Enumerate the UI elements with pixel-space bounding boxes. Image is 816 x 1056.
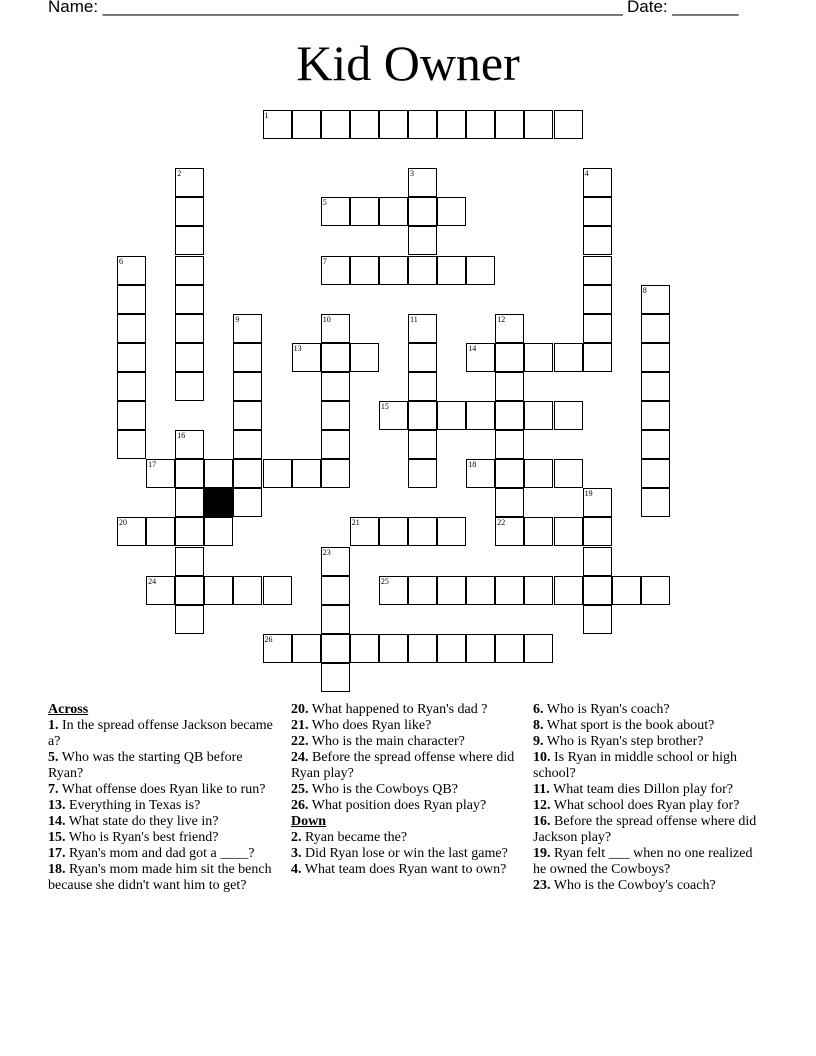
crossword-cell[interactable]	[641, 430, 670, 459]
crossword-cell[interactable]	[175, 197, 204, 226]
down-clue-list	[291, 830, 516, 878]
crossword-cell[interactable]	[175, 226, 204, 255]
clue-number: 15	[380, 402, 389, 411]
clues-column-2	[291, 702, 516, 878]
clue-text: Who is the main character?	[308, 734, 465, 749]
clue-number: 15.	[48, 830, 66, 845]
crossword-cell[interactable]	[204, 576, 233, 605]
clue-item	[291, 782, 516, 798]
crossword-cell[interactable]	[641, 488, 670, 517]
crossword-cell[interactable]	[583, 576, 612, 605]
crossword-cell[interactable]	[641, 343, 670, 372]
clue-number: 2	[177, 169, 182, 179]
crossword-cell[interactable]	[117, 372, 146, 401]
crossword-cell[interactable]	[437, 197, 466, 226]
crossword-cell[interactable]	[146, 517, 175, 546]
clue-number: 1	[264, 111, 269, 120]
crossword-cell[interactable]	[495, 372, 524, 401]
clue-text: Is Ryan in middle school or high school?	[533, 750, 737, 781]
crossword-cell[interactable]	[350, 343, 379, 372]
clue-number: 12.	[533, 798, 551, 813]
crossword-cell[interactable]	[117, 517, 146, 546]
clue-number: 21	[351, 518, 360, 528]
crossword-cell[interactable]	[495, 576, 524, 605]
crossword-cell[interactable]	[117, 285, 146, 314]
clue-item	[533, 734, 758, 750]
crossword-cell[interactable]	[437, 576, 466, 605]
clue-number: 25.	[291, 782, 309, 797]
clue-number: 23	[322, 547, 331, 557]
crossword-cell[interactable]	[408, 430, 437, 459]
clue-number: 16	[177, 431, 186, 441]
crossword-cell[interactable]	[583, 197, 612, 226]
crossword-cell[interactable]	[263, 110, 292, 139]
clue-number: 17	[148, 460, 157, 470]
clue-text: What position does Ryan play?	[308, 798, 487, 813]
clue-item	[533, 846, 758, 878]
clue-item	[533, 718, 758, 734]
crossword-cell[interactable]	[554, 459, 583, 488]
crossword-cell[interactable]	[175, 314, 204, 343]
crossword-cell[interactable]	[175, 168, 204, 197]
clue-text: Before the spread offense where did Jackson play?	[533, 814, 757, 845]
crossword-cell[interactable]	[583, 168, 612, 197]
clue-number: 21.	[291, 718, 309, 733]
crossword-cell[interactable]	[379, 576, 408, 605]
clue-number: 19	[584, 489, 593, 499]
crossword-cell[interactable]	[321, 110, 350, 139]
crossword-cell[interactable]	[175, 517, 204, 546]
clue-number: 9	[235, 314, 240, 324]
clue-number: 22	[497, 518, 506, 528]
crossword-cell[interactable]	[466, 343, 495, 372]
clue-number: 20	[119, 518, 127, 528]
clues-column-3	[533, 702, 758, 894]
crossword-cell[interactable]	[437, 634, 466, 663]
crossword-cell[interactable]	[175, 285, 204, 314]
clue-text: Everything in Texas is?	[65, 798, 201, 813]
crossword-cell[interactable]	[350, 517, 379, 546]
clue-number: 4	[584, 169, 589, 179]
crossword-cell[interactable]	[175, 488, 204, 517]
clue-number: 16.	[533, 814, 551, 829]
crossword-cell[interactable]	[321, 663, 350, 692]
crossword-cell[interactable]	[495, 343, 524, 372]
crossword-cell[interactable]	[524, 517, 553, 546]
crossword-cell[interactable]	[408, 517, 437, 546]
crossword-cell[interactable]	[233, 488, 262, 517]
crossword-cell[interactable]	[583, 226, 612, 255]
clue-number: 11	[410, 314, 418, 324]
clue-number: 8	[642, 285, 647, 295]
clue-text: What school does Ryan play for?	[550, 798, 740, 813]
clue-item	[48, 750, 273, 782]
crossword-cell[interactable]	[146, 459, 175, 488]
crossword-cell[interactable]	[175, 605, 204, 634]
clue-text: Who is Ryan's best friend?	[65, 830, 219, 845]
crossword-cell[interactable]	[495, 517, 524, 546]
crossword-cell[interactable]	[175, 430, 204, 459]
crossword-cell[interactable]	[495, 110, 524, 139]
across-heading: Across	[48, 702, 89, 717]
clue-text: Who is Ryan's step brother?	[543, 734, 704, 749]
crossword-cell[interactable]	[466, 634, 495, 663]
crossword-cell[interactable]	[524, 401, 553, 430]
clue-item	[48, 798, 273, 814]
clue-number: 7.	[48, 782, 59, 797]
crossword-cell[interactable]	[233, 372, 262, 401]
clue-item	[48, 846, 273, 862]
clue-number: 22.	[291, 734, 309, 749]
crossword-cell[interactable]	[379, 517, 408, 546]
crossword-cell[interactable]	[379, 110, 408, 139]
crossword-cell[interactable]	[554, 110, 583, 139]
clue-item	[48, 718, 273, 750]
clue-item	[291, 702, 516, 718]
crossword-cell[interactable]	[583, 343, 612, 372]
clue-text: Before the spread offense where did Ryan play?	[291, 750, 515, 781]
crossword-cell[interactable]	[612, 576, 641, 605]
clue-number: 12	[497, 314, 506, 324]
clue-number: 5.	[48, 750, 59, 765]
clue-number: 8.	[533, 718, 544, 733]
crossword-cell[interactable]	[466, 110, 495, 139]
crossword-cell[interactable]	[408, 110, 437, 139]
across-clue-list	[48, 718, 273, 894]
crossword-cell[interactable]	[641, 314, 670, 343]
clue-number: 19.	[533, 846, 551, 861]
crossword-cell[interactable]	[408, 343, 437, 372]
down-heading: Down	[291, 814, 327, 829]
crossword-cell[interactable]	[641, 372, 670, 401]
crossword-cell[interactable]	[583, 517, 612, 546]
clue-item	[291, 718, 516, 734]
clue-number: 7	[322, 256, 327, 266]
crossword-cell[interactable]	[117, 401, 146, 430]
clue-item	[48, 814, 273, 830]
crossword-cell[interactable]	[263, 459, 292, 488]
crossword-cell[interactable]	[408, 634, 437, 663]
crossword-cell[interactable]	[350, 634, 379, 663]
puzzle-title: Kid Owner	[296, 35, 520, 91]
name-field-label: Name: _______________________________________________________	[48, 0, 623, 16]
clue-text: What offense does Ryan like to run?	[58, 782, 266, 797]
crossword-cell[interactable]	[408, 401, 437, 430]
crossword-cell[interactable]	[583, 314, 612, 343]
crossword-cell[interactable]	[495, 488, 524, 517]
crossword-cell[interactable]	[350, 110, 379, 139]
crossword-cell[interactable]	[292, 110, 321, 139]
clue-number: 14.	[48, 814, 66, 829]
crossword-cell[interactable]	[641, 459, 670, 488]
crossword-cell[interactable]	[379, 401, 408, 430]
clue-number: 18.	[48, 862, 66, 877]
crossword-cell[interactable]	[175, 372, 204, 401]
clue-text: Ryan became the?	[301, 830, 408, 845]
clue-number: 24	[148, 576, 157, 586]
crossword-cell[interactable]	[524, 343, 553, 372]
crossword-cell[interactable]	[292, 634, 321, 663]
clue-number: 13.	[48, 798, 66, 813]
clue-text: Did Ryan lose or win the last game?	[301, 846, 508, 861]
clue-text: Who is Ryan's coach?	[543, 702, 670, 717]
crossword-cell[interactable]	[554, 576, 583, 605]
crossword-cell[interactable]	[233, 576, 262, 605]
clue-item	[533, 782, 758, 798]
crossword-cell[interactable]	[466, 401, 495, 430]
clue-item	[48, 782, 273, 798]
clue-item	[48, 830, 273, 846]
crossword-cell[interactable]	[379, 256, 408, 285]
crossword-cell[interactable]	[321, 576, 350, 605]
crossword-cell[interactable]	[583, 547, 612, 576]
crossword-cell[interactable]	[321, 459, 350, 488]
clue-number: 18	[468, 460, 477, 470]
crossword-cell[interactable]	[233, 314, 262, 343]
crossword-cell[interactable]	[117, 256, 146, 285]
clue-item	[291, 750, 516, 782]
clue-text: In the spread offense Jackson became a?	[48, 718, 273, 749]
crossword-cell[interactable]	[524, 634, 553, 663]
clue-text: What sport is the book about?	[543, 718, 715, 733]
clue-number: 3.	[291, 846, 302, 861]
crossword-cell[interactable]	[524, 459, 553, 488]
crossword-cell[interactable]	[233, 430, 262, 459]
crossword-cell[interactable]	[175, 576, 204, 605]
clue-item	[291, 798, 516, 814]
across-clue-list-continued	[291, 702, 516, 814]
crossword-cell[interactable]	[204, 459, 233, 488]
crossword-cell[interactable]	[350, 256, 379, 285]
crossword-cell[interactable]	[204, 517, 233, 546]
crossword-cell[interactable]	[408, 372, 437, 401]
crossword-cell[interactable]	[554, 401, 583, 430]
clue-number: 17.	[48, 846, 66, 861]
clue-text: Who was the starting QB before Ryan?	[48, 750, 243, 781]
crossword-cell[interactable]	[495, 401, 524, 430]
clue-item	[291, 734, 516, 750]
crossword-cell[interactable]	[263, 634, 292, 663]
clue-number: 9.	[533, 734, 544, 749]
crossword-cell[interactable]	[350, 197, 379, 226]
clue-text: Who is the Cowboys QB?	[308, 782, 458, 797]
crossword-cell[interactable]	[437, 401, 466, 430]
clue-item	[533, 878, 758, 894]
clue-item	[533, 814, 758, 846]
crossword-cell[interactable]	[524, 576, 553, 605]
crossword-cell[interactable]	[583, 285, 612, 314]
crossword-cell[interactable]	[263, 576, 292, 605]
crossword-cell[interactable]	[233, 401, 262, 430]
crossword-cell[interactable]	[437, 517, 466, 546]
clue-item	[533, 798, 758, 814]
crossword-cell[interactable]	[408, 197, 437, 226]
crossword-cell[interactable]	[408, 226, 437, 255]
clue-number: 20.	[291, 702, 309, 717]
crossword-cell[interactable]	[641, 285, 670, 314]
crossword-cell[interactable]	[321, 343, 350, 372]
crossword-cell[interactable]	[495, 430, 524, 459]
clue-item	[533, 702, 758, 718]
crossword-black-cell	[204, 488, 233, 517]
clue-text: Ryan's mom and dad got a ____?	[65, 846, 255, 861]
down-clue-list-continued	[533, 702, 758, 894]
crossword-cell[interactable]	[437, 110, 466, 139]
crossword-cell[interactable]	[117, 343, 146, 372]
clue-number: 11.	[533, 782, 550, 797]
crossword-cell[interactable]	[554, 517, 583, 546]
clue-text: What team does Ryan want to own?	[301, 862, 507, 877]
clue-number: 6.	[533, 702, 544, 717]
clue-number: 2.	[291, 830, 302, 845]
crossword-cell[interactable]	[466, 256, 495, 285]
crossword-cell[interactable]	[583, 605, 612, 634]
crossword-cell[interactable]	[408, 168, 437, 197]
clue-number: 23.	[533, 878, 551, 893]
clue-number: 4.	[291, 862, 302, 877]
crossword-cell[interactable]	[233, 343, 262, 372]
crossword-cell[interactable]	[495, 314, 524, 343]
crossword-cell[interactable]	[641, 401, 670, 430]
crossword-cell[interactable]	[321, 372, 350, 401]
clue-number: 13	[293, 343, 302, 353]
crossword-cell[interactable]	[117, 314, 146, 343]
crossword-cell[interactable]	[321, 197, 350, 226]
clue-item	[533, 750, 758, 782]
clue-item	[48, 862, 273, 894]
clue-number: 26	[264, 634, 273, 644]
clue-text: What team dies Dillon play for?	[549, 782, 733, 797]
crossword-cell[interactable]	[466, 576, 495, 605]
crossword-cell[interactable]	[175, 547, 204, 576]
crossword-cell[interactable]	[437, 256, 466, 285]
crossword-cell[interactable]	[379, 634, 408, 663]
crossword-cell[interactable]	[321, 634, 350, 663]
clue-item	[291, 830, 516, 846]
crossword-cell[interactable]	[292, 459, 321, 488]
crossword-cell[interactable]	[175, 256, 204, 285]
clue-number: 5	[322, 198, 327, 208]
clue-number: 3	[410, 169, 414, 179]
crossword-cell[interactable]	[175, 343, 204, 372]
crossword-cell[interactable]	[583, 256, 612, 285]
crossword-cell[interactable]	[408, 314, 437, 343]
crossword-cell[interactable]	[379, 197, 408, 226]
crossword-cell[interactable]	[408, 256, 437, 285]
clue-text: Who is the Cowboy's coach?	[550, 878, 716, 893]
clue-number: 10.	[533, 750, 551, 765]
crossword-cell[interactable]	[495, 459, 524, 488]
clue-text: Who does Ryan like?	[308, 718, 432, 733]
crossword-cell[interactable]	[321, 314, 350, 343]
clue-text: What state do they live in?	[65, 814, 219, 829]
crossword-cell[interactable]	[554, 343, 583, 372]
crossword-cell[interactable]	[408, 576, 437, 605]
crossword-cell[interactable]	[466, 459, 495, 488]
crossword-cell[interactable]	[583, 488, 612, 517]
clue-text: Ryan felt ___ when no one realized he owned the Cowboys?	[533, 846, 753, 877]
clue-number: 24.	[291, 750, 309, 765]
clue-number: 26.	[291, 798, 309, 813]
crossword-cell[interactable]	[495, 634, 524, 663]
clue-number: 10	[322, 314, 331, 324]
crossword-cell[interactable]	[524, 110, 553, 139]
clue-item	[291, 862, 516, 878]
clue-number: 14	[468, 343, 477, 353]
crossword-cell[interactable]	[321, 401, 350, 430]
clue-number: 25	[380, 576, 389, 586]
crossword-cell[interactable]	[408, 459, 437, 488]
crossword-cell[interactable]	[321, 256, 350, 285]
crossword-cell[interactable]	[233, 459, 262, 488]
crossword-cell[interactable]	[146, 576, 175, 605]
clues-column-1	[48, 702, 273, 894]
crossword-cell[interactable]	[321, 605, 350, 634]
date-field-label: Date: _______	[627, 0, 739, 16]
crossword-cell[interactable]	[117, 430, 146, 459]
clue-number: 1.	[48, 718, 59, 733]
clue-text: Ryan's mom made him sit the bench because she didn't want him to get?	[48, 862, 272, 893]
crossword-cell[interactable]	[292, 343, 321, 372]
clue-item	[291, 846, 516, 862]
clue-text: What happened to Ryan's dad ?	[308, 702, 488, 717]
crossword-cell[interactable]	[321, 430, 350, 459]
crossword-cell[interactable]	[175, 459, 204, 488]
clue-number: 6	[119, 256, 123, 266]
crossword-cell[interactable]	[641, 576, 670, 605]
crossword-cell[interactable]	[321, 547, 350, 576]
